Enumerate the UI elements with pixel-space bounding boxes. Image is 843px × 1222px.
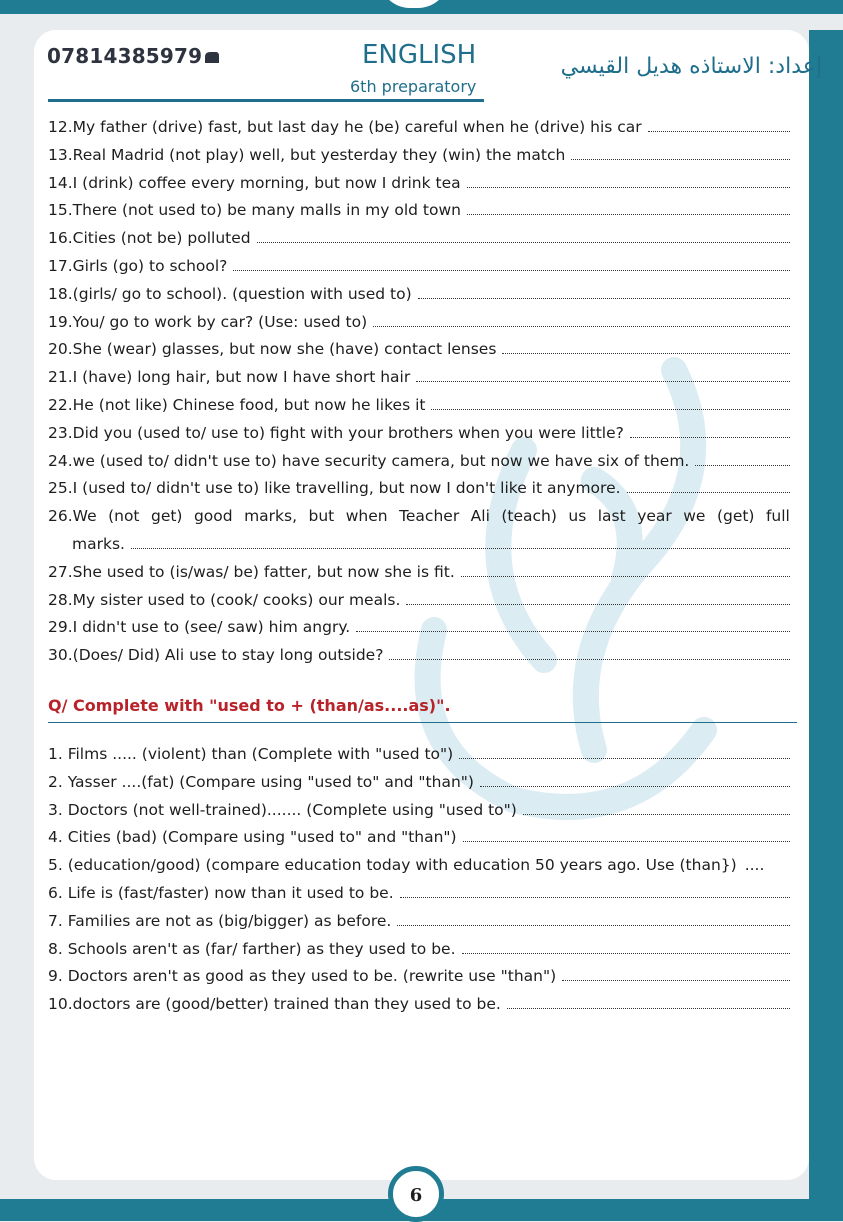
author-credit: إعداد: الاستاذه هديل القيسي [560, 54, 822, 79]
answer-blank[interactable] [627, 491, 790, 493]
answer-blank[interactable]: .... [744, 856, 765, 875]
question-text: 27.She used to (is/was/ be) fatter, but now she is fit. [48, 562, 455, 581]
question-row [48, 737, 790, 763]
question-text: 20.She (wear) glasses, but now she (have) contact lenses [48, 340, 497, 359]
answer-blank[interactable] [418, 297, 790, 299]
answer-blank[interactable] [389, 658, 790, 660]
header-divider [48, 99, 484, 102]
question-text: 9. Doctors aren't as good as they used to be. (rewrite use "than") [48, 967, 557, 986]
page-number: 6 [409, 1185, 423, 1206]
question-row [48, 876, 790, 902]
question-row [48, 305, 790, 331]
phone-handset-icon [204, 50, 220, 64]
question-text: 14.I (drink) coffee every morning, but now I drink tea [48, 173, 461, 192]
answer-blank[interactable] [356, 630, 790, 632]
question-text: 29.I didn't use to (see/ saw) him angry. [48, 618, 351, 637]
answer-blank[interactable] [648, 130, 790, 132]
question-text: 25.I (used to/ didn't use to) like travelling, but now I don't like it anymore. [48, 479, 621, 498]
answer-blank[interactable] [406, 603, 790, 605]
question-row [48, 444, 790, 470]
question-row [48, 765, 790, 791]
answer-blank[interactable] [467, 186, 790, 188]
page-number-badge [388, 1166, 444, 1222]
answer-blank[interactable] [131, 547, 790, 549]
phone-number [47, 44, 220, 68]
answer-blank[interactable] [695, 464, 790, 466]
question-text: 5. (education/good) (compare education today with education 50 years ago. Use (than}) [48, 856, 737, 875]
subject-title: ENGLISH [362, 40, 477, 70]
question-text: 21.I (have) long hair, but now I have short hair [48, 368, 411, 387]
question-row [48, 959, 790, 985]
question-text: 8. Schools aren't as (far/ farther) as they used to be. [48, 939, 456, 958]
question-text: 13.Real Madrid (not play) well, but yesterday they (win) the match [48, 145, 566, 164]
question-row [48, 193, 790, 219]
question-row [48, 249, 790, 275]
question-text: 10.doctors are (good/better) trained than they used to be. [48, 995, 501, 1014]
question-row [48, 932, 790, 958]
answer-blank[interactable] [459, 757, 790, 759]
question-row [48, 904, 790, 930]
question-row [48, 277, 790, 303]
question-text: 1. Films ..... (violent) than (Complete with "used to") [48, 745, 454, 763]
question-text: 18.(girls/ go to school). (question with used to) [48, 284, 412, 303]
question-text: 2. Yasser ....(fat) (Compare using "used to" and "than") [48, 772, 474, 791]
question-row [48, 638, 790, 664]
question-text: 15.There (not used to) be many malls in my old town [48, 201, 461, 220]
answer-blank[interactable] [523, 813, 790, 815]
side-decor-band [809, 30, 843, 1221]
answer-blank[interactable] [462, 952, 791, 954]
question-row [48, 793, 790, 819]
question-row [48, 820, 790, 846]
question-row [48, 360, 790, 386]
question-row [48, 555, 790, 581]
question-text: 28.My sister used to (cook/ cooks) our meals. [48, 590, 401, 609]
phone-number-text: 07814385979 [47, 44, 203, 68]
answer-blank[interactable] [463, 840, 790, 842]
section-b-title: Q/ Complete with "used to + (than/as....as)". [48, 696, 451, 715]
question-text: 23.Did you (used to/ use to) fight with your brothers when you were little? [48, 423, 624, 442]
question-text: 7. Families are not as (big/bigger) as before. [48, 911, 392, 930]
question-row [48, 499, 790, 525]
answer-blank[interactable] [507, 1007, 790, 1009]
question-text: 19.You/ go to work by car? (Use: used to) [48, 312, 368, 331]
question-text: 24.we (used to/ didn't use to) have security camera, but now we have six of them. [48, 451, 690, 470]
question-row [48, 848, 790, 874]
answer-blank[interactable] [431, 408, 790, 410]
question-text: 6. Life is (fast/faster) now than it used to be. [48, 884, 394, 902]
question-text: 26.We (not get) good marks, but when Teacher Ali (teach) us last year we (get) full [48, 507, 790, 526]
question-text: 30.(Does/ Did) Ali use to stay long outside? [48, 646, 384, 665]
answer-blank[interactable] [397, 924, 790, 926]
question-row [48, 166, 790, 192]
answer-blank[interactable] [461, 575, 790, 577]
question-text: 17.Girls (go) to school? [48, 257, 228, 275]
question-row [48, 110, 790, 136]
question-row [48, 388, 790, 414]
answer-blank[interactable] [233, 269, 790, 271]
question-row [48, 221, 790, 247]
question-text: marks. [72, 535, 125, 553]
answer-blank[interactable] [562, 979, 790, 981]
question-text: 3. Doctors (not well-trained)....... (Complete using "used to") [48, 800, 517, 819]
answer-blank[interactable] [373, 325, 790, 327]
question-row [48, 416, 790, 442]
question-text: 12.My father (drive) fast, but last day he (be) careful when he (drive) his car [48, 118, 642, 136]
question-row [48, 138, 790, 164]
answer-blank[interactable] [257, 241, 790, 243]
answer-blank[interactable] [502, 352, 790, 354]
answer-blank[interactable] [480, 785, 790, 787]
question-row [48, 987, 790, 1013]
question-row [48, 610, 790, 636]
answer-blank[interactable] [571, 158, 790, 160]
answer-blank[interactable] [467, 213, 790, 215]
answer-blank[interactable] [416, 380, 790, 382]
question-text: 22.He (not like) Chinese food, but now he likes it [48, 396, 426, 414]
section-b-divider [48, 722, 797, 723]
question-row [48, 332, 790, 358]
answer-blank[interactable] [630, 436, 790, 438]
question-text: 4. Cities (bad) (Compare using "used to" and "than") [48, 828, 457, 847]
answer-blank[interactable] [400, 896, 790, 898]
question-row [48, 471, 790, 497]
grade-subtitle: 6th preparatory [350, 77, 477, 96]
question-row [48, 527, 790, 553]
question-text: 16.Cities (not be) polluted [48, 229, 251, 248]
question-row [48, 583, 790, 609]
